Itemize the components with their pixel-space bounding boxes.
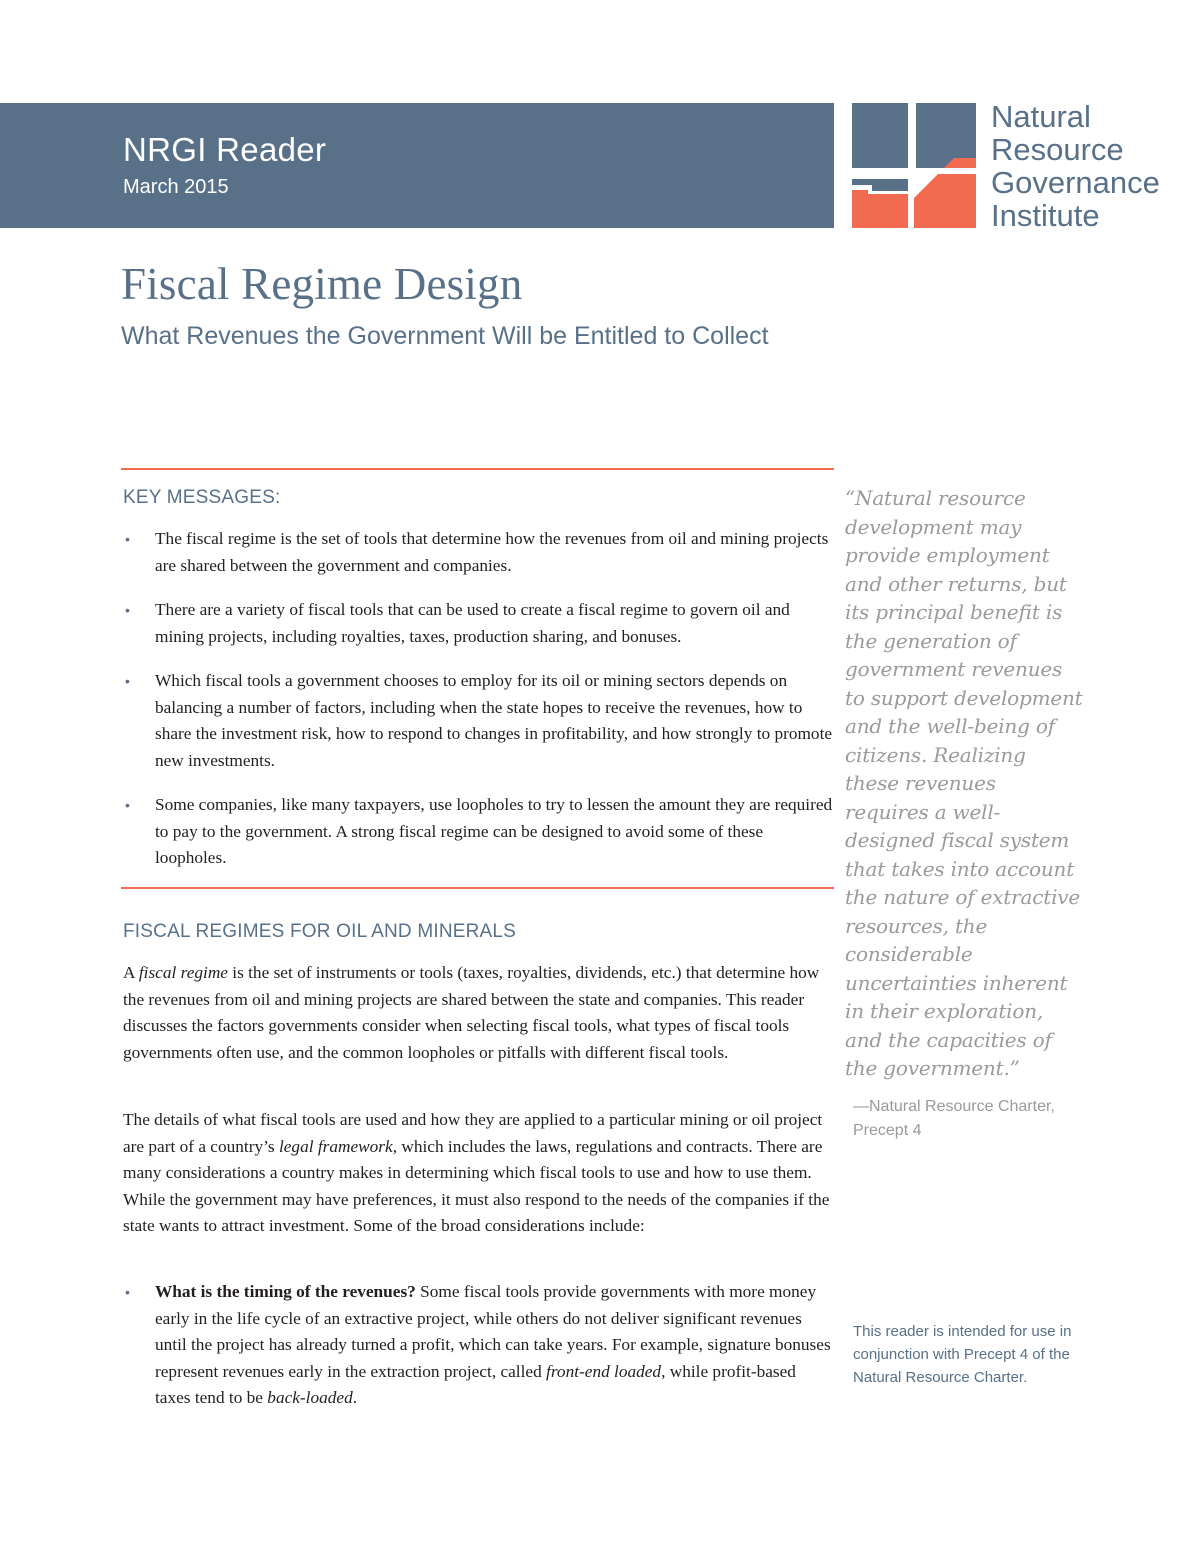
bullet-icon: • (125, 1284, 130, 1300)
list-item: • There are a variety of fiscal tools that can be used to create a fiscal regime to govern oil and mining projects, including royalties, taxes, production sharing, and bonuses. (123, 597, 835, 650)
side-note: This reader is intended for use in conjunction with Precept 4 of the Natural Resource Charter. (853, 1323, 1072, 1386)
logo-line: Governance (991, 165, 1160, 200)
logo-line: Resource (991, 132, 1124, 167)
document-subtitle: What Revenues the Government Will be Entitled to Collect (121, 322, 769, 350)
key-messages-heading: KEY MESSAGES: (123, 487, 281, 508)
list-item: • What is the timing of the revenues? Some fiscal tools provide governments with more money early in the life cycle of an extractive project, while others do not deliver significant revenues until the project has already turned a profit, which can take years. For example, signature bonuses represent revenues early in the extraction project, called front-end loaded, while profit-based taxes tend to be back-loaded. (123, 1279, 835, 1412)
list-item: • Some companies, like many taxpayers, use loopholes to try to lessen the amount they are required to pay to the government. A strong fiscal regime can be designed to avoid some of these loopholes. (123, 792, 835, 872)
bullet-icon: • (125, 673, 130, 689)
document-title: Fiscal Regime Design (121, 259, 523, 309)
considerations-list (123, 1279, 835, 1430)
paragraph: The details of what fiscal tools are used and how they are applied to a particular mining or oil project are part of a country’s legal framework, which includes the laws, regulations and contracts. There are many considerations a country makes in determining which fiscal tools to use and how to use them. While the government may have preferences, it must also respond to the needs of the companies if the state wants to attract investment. Some of the broad considerations include: (123, 1110, 830, 1235)
pull-quote: “Natural resource development may provide employment and other returns, but its principal benefit is the generation of government revenues to support development and the well-being of citizens. Realizing these revenues requires a well-designed fiscal system that takes into account the nature of extractive resources, the considerable uncertainties inherent in their exploration, and the capacities of the government.” (845, 486, 1083, 1080)
divider-bottom (121, 887, 834, 889)
bullet-icon: • (125, 602, 130, 618)
list-item: • The fiscal regime is the set of tools that determine how the revenues from oil and mining projects are shared between the government and companies. (123, 526, 835, 579)
term-legal-framework: legal framework (278, 1136, 393, 1156)
bullet-lead: What is the timing of the revenues? (155, 1282, 416, 1301)
list-item: • Which fiscal tools a government chooses to employ for its oil or mining sectors depends on balancing a number of factors, including when the state hopes to receive the revenues, how to share the investment risk, how to respond to changes in profitability, and how strongly to promote new investments. (123, 668, 835, 774)
bullet-icon: • (125, 797, 130, 813)
fiscal-regimes-heading: FISCAL REGIMES FOR OIL AND MINERALS (123, 921, 517, 942)
bullet-icon: • (125, 531, 130, 547)
logo-line: Natural (991, 99, 1091, 134)
logo-line: Institute (991, 198, 1100, 233)
term-fiscal-regime: fiscal regime (138, 963, 228, 982)
nrgi-logo-icon (852, 103, 976, 228)
logo-wordmark (991, 100, 1160, 232)
publication-date: March 2015 (123, 176, 229, 198)
divider-top (121, 468, 834, 470)
publication-name: NRGI Reader (123, 131, 327, 168)
paragraph: A fiscal regime is the set of instruments or tools (taxes, royalties, dividends, etc.) that determine how the revenues from oil and mining projects are shared between the state and companies. This reader discusses the factors governments consider when selecting fiscal tools, what types of fiscal tools governments often use, and the common loopholes or pitfalls with different fiscal tools. (123, 963, 820, 1062)
quote-attribution: —Natural Resource Charter, Precept 4 (853, 1098, 1055, 1139)
key-messages-list (123, 526, 835, 890)
